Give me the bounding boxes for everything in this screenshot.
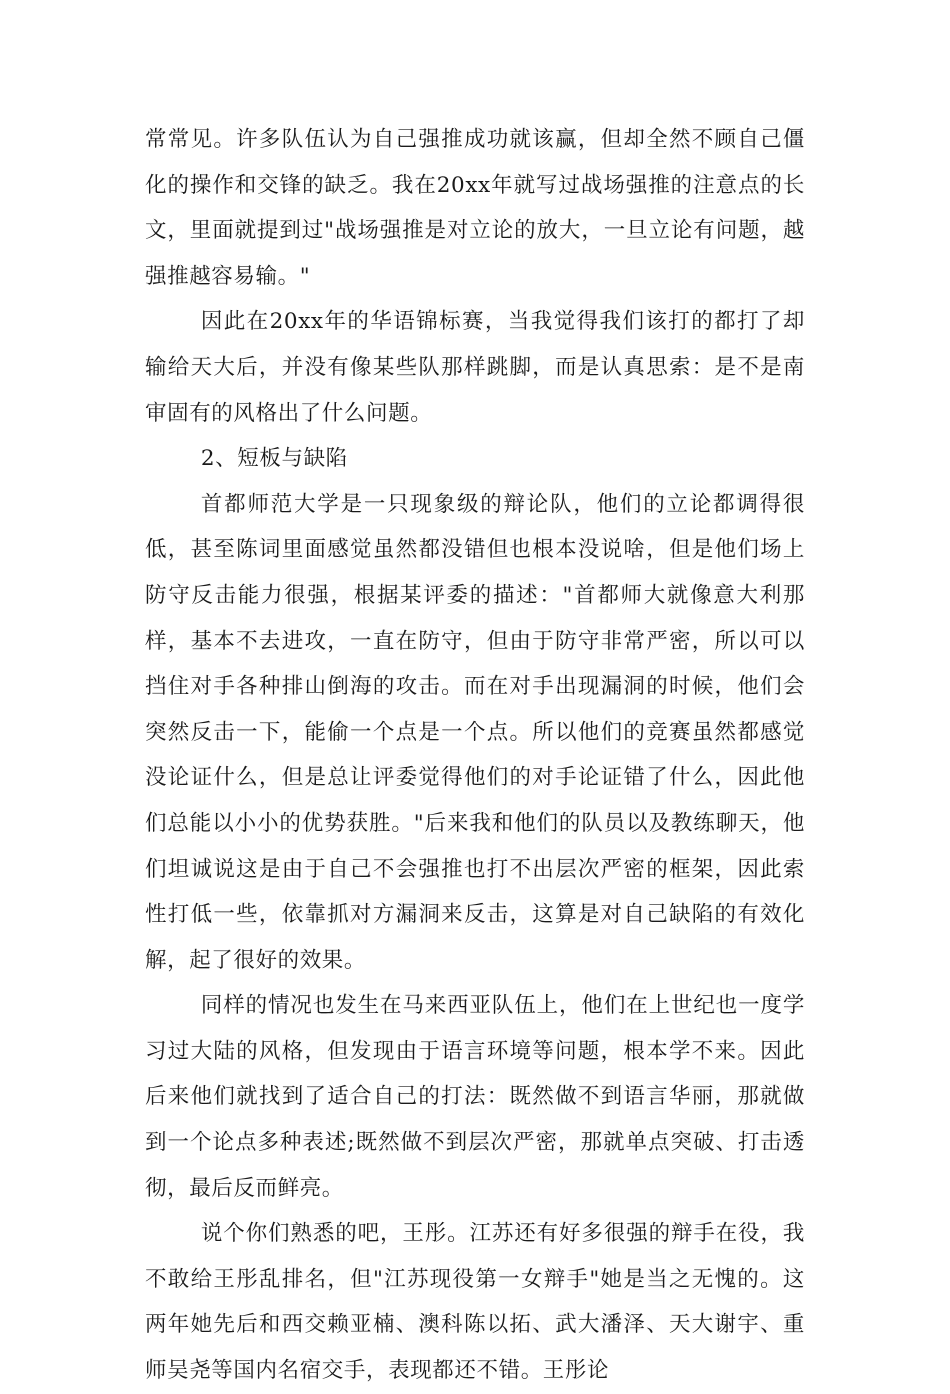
document-body	[145, 117, 805, 1394]
paragraph-3: 首都师范大学是一只现象级的辩论队，他们的立论都调得很低，甚至陈词里面感觉虽然都没错但也根本没说啥，但是他们场上防守反击能力很强，根据某评委的描述："首都师大就像意大利那样，基本不去进攻，一直在防守，但由于防守非常严密，所以可以挡住对手各种排山倒海的攻击。而在对手出现漏洞的时候，他们会突然反击一下，能偷一个点是一个点。所以他们的竞赛虽然都感觉没论证什么，但是总让评委觉得他们的对手论证错了什么，因此他们总能以小小的优势获胜。"后来我和他们的队员以及教练聊天，他们坦诚说这是由于自己不会强推也打不出层次严密的框架，因此索性打低一些，依靠抓对方漏洞来反击，这算是对自己缺陷的有效化解，起了很好的效果。	[145, 491, 805, 973]
paragraph-2: 因此在20xx年的华语锦标赛，当我觉得我们该打的都打了却输给天大后，并没有像某些队那样跳脚，而是认真思索：是不是南审固有的风格出了什么问题。	[145, 309, 805, 426]
paragraph-4: 同样的情况也发生在马来西亚队伍上，他们在上世纪也一度学习过大陆的风格，但发现由于语言环境等问题，根本学不来。因此后来他们就找到了适合自己的打法：既然做不到语言华丽，那就做到一个论点多种表述;既然做不到层次严密，那就单点突破、打击透彻，最后反而鲜亮。	[145, 993, 805, 1201]
paragraph-5: 说个你们熟悉的吧，王彤。江苏还有好多很强的辩手在役，我不敢给王彤乱排名，但"江苏现役第一女辩手"她是当之无愧的。这两年她先后和西交赖亚楠、澳科陈以拓、武大潘泽、天大谢宇、重师吴尧等国内名宿交手，表现都还不错。王彤论	[145, 1221, 805, 1384]
section-heading: 2、短板与缺陷	[200, 446, 348, 472]
paragraph-1: 常常见。许多队伍认为自己强推成功就该赢，但却全然不顾自己僵化的操作和交锋的缺乏。我在20xx年就写过战场强推的注意点的长文，里面就提到过"战场强推是对立论的放大，一旦立论有问题，越强推越容易输。"	[145, 127, 805, 289]
